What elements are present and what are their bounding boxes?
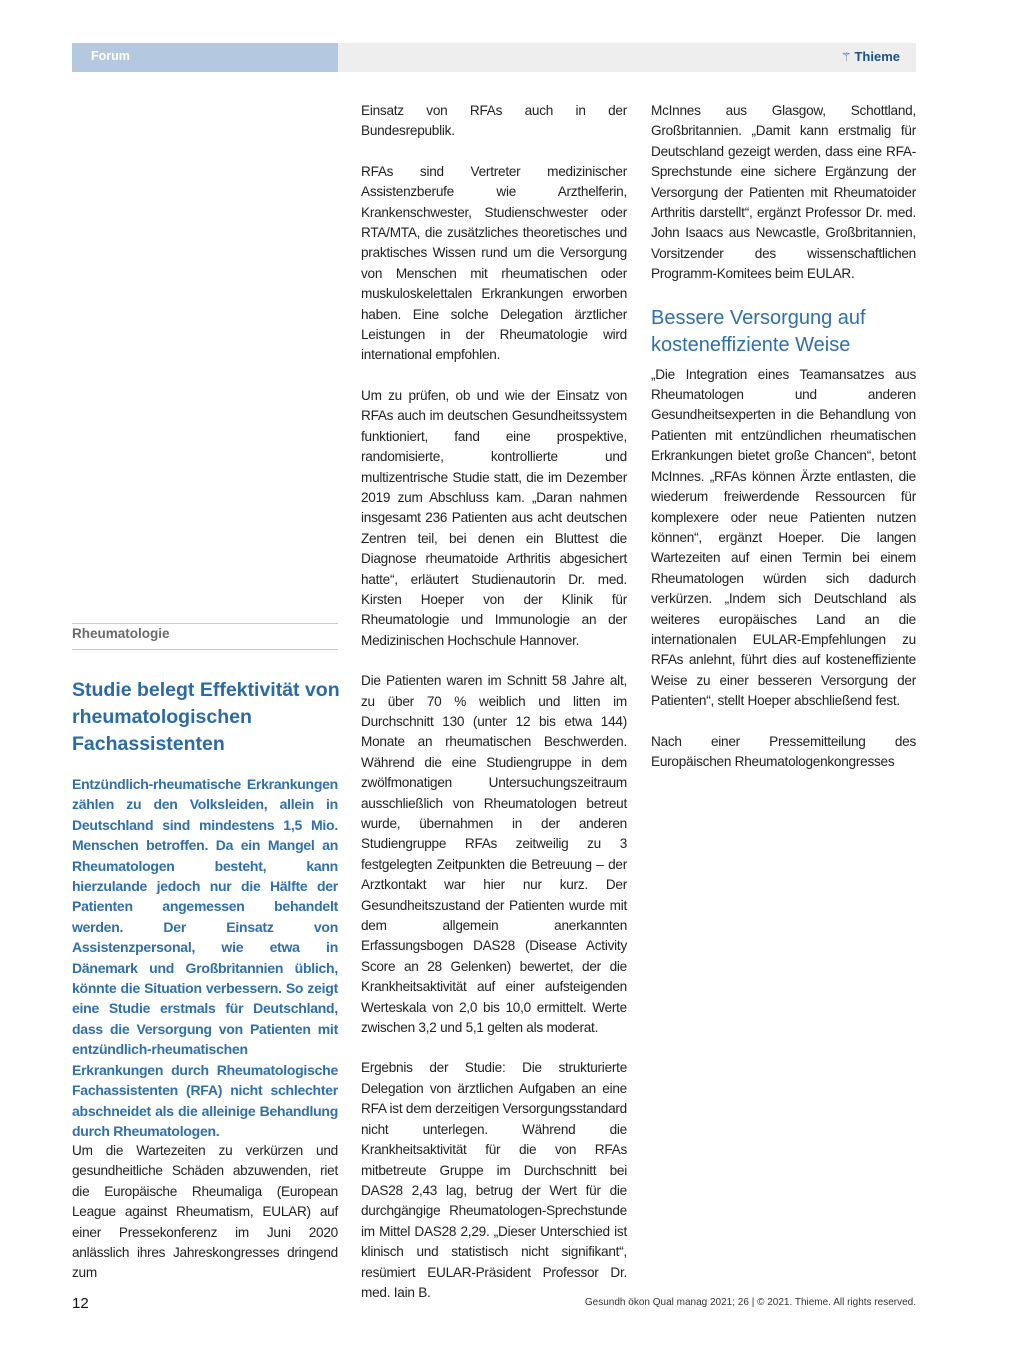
divider — [72, 623, 338, 624]
thieme-logo-icon: ⚚ — [840, 50, 852, 64]
body-paragraph: Um zu prüfen, ob und wie der Einsatz von RFAs auch im deutschen Gesundheitssystem funktioniert, fand eine prospektive, randomisierte, kontrollierte und multizentrische Studie statt, die im Dezember 2019 zum Abschluss kam. „Daran nahmen insgesamt 236 Patienten aus acht deutschen Zentren teil, bei denen ein Bluttest die Diagnose rheumatoide Arthritis abgesichert hatte“, erläutert Studienautorin Dr. med. Kirsten Hoeper von der Klinik für Rheumatologie und Immunologie an der Medizinischen Hochschule Hannover. — [361, 387, 627, 648]
brand-name: Thieme — [854, 49, 900, 64]
body-paragraph: Die Patienten waren im Schnitt 58 Jahre alt, zu über 70 % weiblich und litten im Durchschnitt 130 (unter 12 bis etwa 144) Monate an rheumatischen Beschwerden. Während die eine Studiengruppe in dem zwölfmonatigen Untersuchungszeitraum ausschließlich von Rheumatologen betreut wurde, übernahmen in der anderen Studiengruppe RFAs zeitweilig zu 3 festgelegten Zeitpunkten die Betreuung – der Arztkontakt war hier nur kurz. Der Gesundheitszustand der Patienten wurde mit dem allgemein anerkannten Erfassungsbogen DAS28 (Disease Activity Score an 28 Gelenken) bewertet, der die Krankheitsaktivität auf einer aufsteigenden Werteskala von 2,0 bis 10,0 ermittelt. Werte zwischen 3,2 und 5,1 gelten als moderat. — [361, 673, 627, 1036]
section-tab — [72, 43, 338, 72]
body-paragraph: McInnes aus Glasgow, Schottland, Großbritannien. „Damit kann erstmalig für Deutschland gezeigt werden, dass eine RFA-Sprechstunde eine sichere Ergänzung der Versorgung der Patienten mit Rheumatoider Arthritis darstellt“, ergänzt Professor Dr. med. John Isaacs aus Newcastle, Großbritannien, Vorsitzender des wissenschaftlichen Programm-Komitees beim EULAR. — [651, 103, 916, 282]
brand — [841, 49, 900, 64]
page-number: 12 — [72, 1295, 89, 1312]
footer-citation: Gesundh ökon Qual manag 2021; 26 | © 2021. Thieme. All rights reserved. — [584, 1297, 916, 1308]
body-paragraph: Um die Wartezeiten zu verkürzen und gesundheitliche Schäden abzuwenden, riet die Europäische Rheumaliga (European League against Rheumatism, EULAR) auf einer Pressekonferenz im Juni 2020 anlässlich ihres Jahreskongresses dringend zum — [72, 1143, 338, 1281]
header-bar — [338, 43, 916, 72]
body-paragraph: Einsatz von RFAs auch in der Bundesrepublik. — [361, 103, 627, 139]
section-tab-label: Forum — [91, 49, 130, 63]
source-note: Nach einer Pressemitteilung des Europäischen Rheumatologenkongresses — [651, 733, 916, 769]
divider — [72, 649, 338, 650]
body-paragraph: RFAs sind Vertreter medizinischer Assistenzberufe wie Arzthelferin, Krankenschwester, Studienschwester oder RTA/MTA, die zusätzliches theoretisches und praktisches Wissen rund um die Versorgung von Menschen mit rheumatischen oder muskuloskelettalen Erkrankungen erworben haben. Eine solche Delegation ärztlicher Leistungen in der Rheumatologie wird international empfohlen. — [361, 163, 627, 363]
text-column-3 — [651, 101, 916, 792]
article-category: Rheumatologie — [72, 626, 170, 641]
body-paragraph: „Die Integration eines Teamansatzes aus Rheumatologen und anderen Gesundheitsexperten in die Behandlung von Patienten mit entzündlichen rheumatischen Erkrankungen bietet große Chancen“, betont McInnes. „RFAs können Ärzte entlasten, die wiederum freiwerdende Ressourcen für komplexere oder neue Patienten nutzen können“, ergänzt Hoeper. Die langen Wartezeiten auf einen Termin bei einem Rheumatologen würden sich dadurch verkürzen. „Indem sich Deutschland als weiteres europäisches Land an die internationalen EULAR-Empfehlungen zu RFAs anlehnt, führt dies auf kosteneffiziente Weise zu einer besseren Versorgung der Patienten“, stellt Hoeper abschließend fest. — [651, 366, 916, 709]
article-lead: Entzündlich-rheumatische Erkrankungen zählen zu den Volksleiden, allein in Deutschland sind mindestens 1,5 Mio. Menschen betroffen. Da ein Mangel an Rheumatologen besteht, kann hierzulande jedoch nur die Hälfte der Patienten angemessen behandelt werden. Der Einsatz von Assistenzpersonal, wie etwa in Dänemark und Großbritannien üblich, könnte die Situation verbessern. So zeigt eine Studie erstmals für Deutschland, dass die Versorgung von Patienten mit entzündlich-rheumatischen Erkrankungen durch Rheumatologische Fachassistenten (RFA) nicht schlechter abschneidet als die alleinige Behandlung durch Rheumatologen. — [72, 776, 338, 1139]
text-column-2 — [361, 101, 627, 1323]
article-subheading: Bessere Versorgung auf kosteneffiziente Weise — [651, 306, 866, 356]
article-headline: Studie belegt Effektivität von rheumatologischen Fachassistenten — [72, 679, 340, 755]
body-paragraph: Ergebnis der Studie: Die strukturierte Delegation von ärztlichen Aufgaben an eine RFA ist dem derzeitigen Versorgungsstandard nicht unterlegen. Während die Krankheitsaktivität für die von RFAs mitbetreute Gruppe im Durchschnitt bei DAS28 2,43 lag, betrug der Wert für die durchgängige Rheumatologen-Sprechstunde im Mittel DAS28 2,29. „Dieser Unterschied ist klinisch und statistisch nicht signifikant“, resümiert EULAR-Präsident Professor Dr. med. Iain B. — [361, 1060, 627, 1300]
